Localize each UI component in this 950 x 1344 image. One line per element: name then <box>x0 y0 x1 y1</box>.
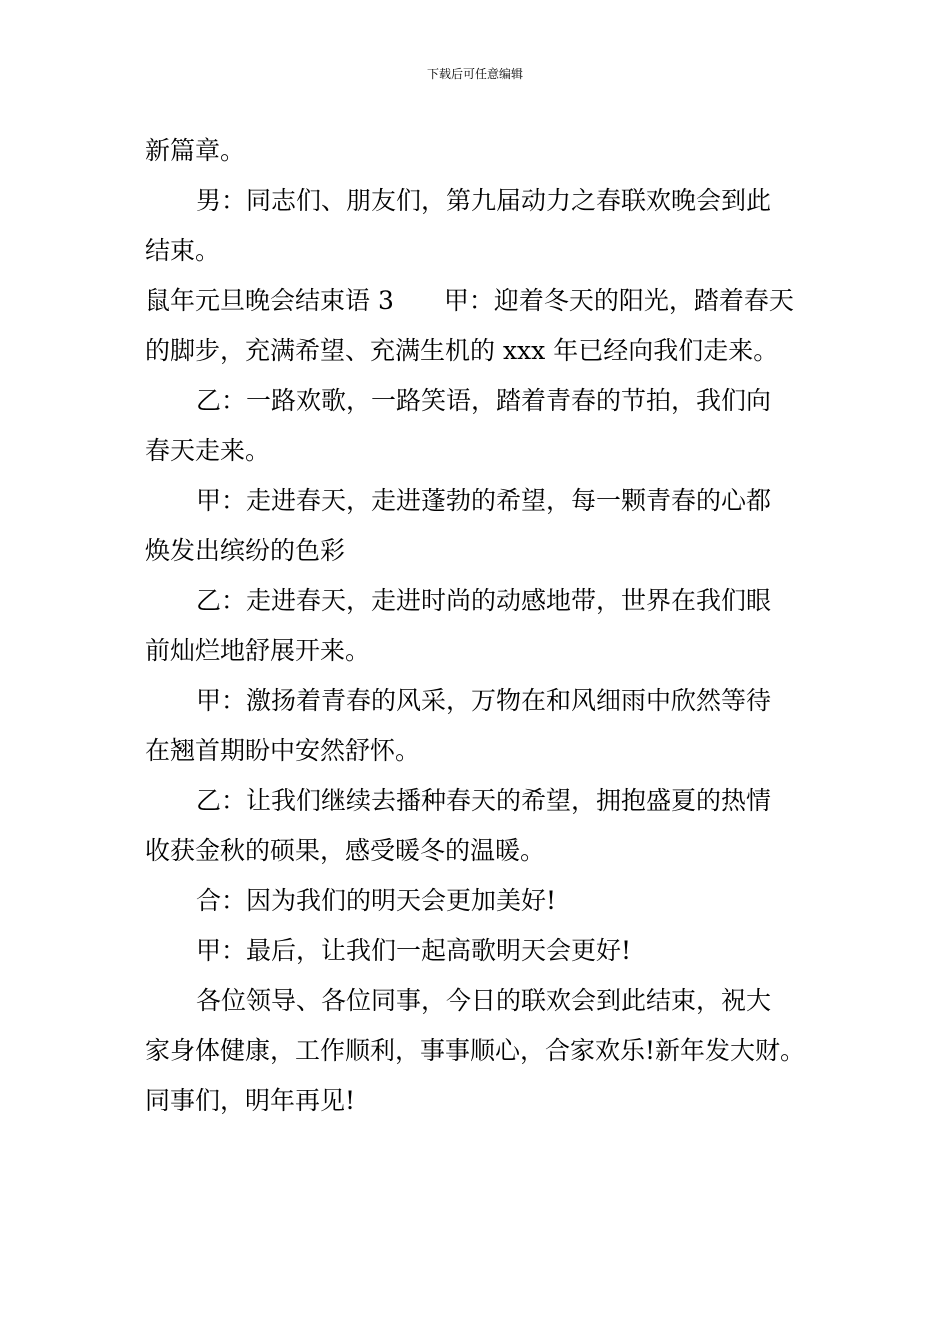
text-line: 的脚步，充满希望、充满生机的 xxx 年已经向我们走来。 <box>145 336 779 365</box>
text-line: 前灿烂地舒展开来。 <box>145 636 371 665</box>
document-body <box>145 126 835 1126</box>
text-line: 男：同志们、朋友们，第九届动力之春联欢晚会到此 <box>196 186 772 215</box>
text-line: 乙：一路欢歌，一路笑语，踏着青春的节拍，我们向 <box>196 386 772 415</box>
text-line: 结束。 <box>145 236 221 265</box>
text-line: 乙：让我们继续去播种春天的希望，拥抱盛夏的热情 <box>196 786 772 815</box>
text-line: 各位领导、各位同事，今日的联欢会到此结束，祝大 <box>196 986 772 1015</box>
text-line: 同事们，明年再见! <box>145 1086 356 1115</box>
text-line: 收获金秋的硕果，感受暖冬的温暖。 <box>145 836 546 865</box>
text-line: 新篇章。 <box>145 136 246 165</box>
text-line: 甲：最后，让我们一起高歌明天会更好! <box>196 936 632 965</box>
page-header: 下载后可任意编辑 <box>426 67 523 81</box>
text-line: 春天走来。 <box>145 436 271 465</box>
text-line: 合：因为我们的明天会更加美好! <box>196 886 557 915</box>
text-line: 甲：激扬着青春的风采，万物在和风细雨中欣然等待 <box>196 686 772 715</box>
text-line: 乙：走进春天，走进时尚的动感地带，世界在我们眼 <box>196 586 772 615</box>
text-line: 鼠年元旦晚会结束语 3 甲：迎着冬天的阳光，踏着春天 <box>145 286 794 315</box>
text-line: 家身体健康，工作顺利，事事顺心，合家欢乐!新年发大财。 <box>145 1036 806 1065</box>
text-line: 在翘首期盼中安然舒怀。 <box>145 736 421 765</box>
text-line: 焕发出缤纷的色彩 <box>145 536 346 565</box>
text-line: 甲：走进春天，走进蓬勃的希望，每一颗青春的心都 <box>196 486 772 515</box>
